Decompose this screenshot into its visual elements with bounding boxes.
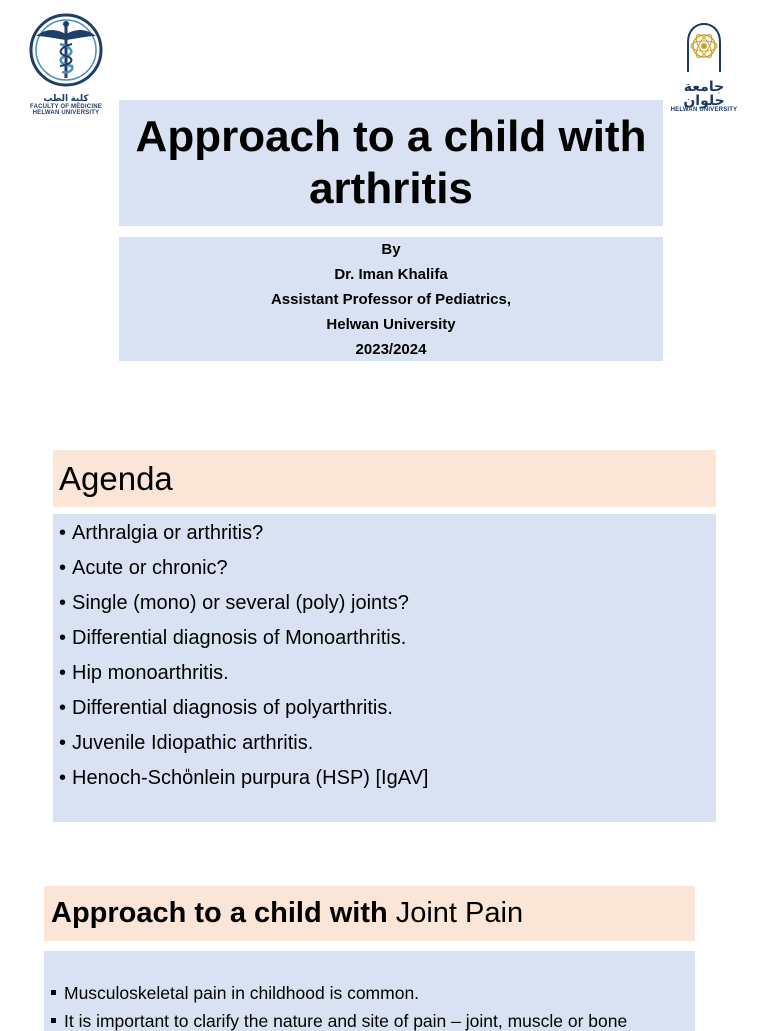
agenda-item-text: Juvenile Idiopathic arthritis. [72,732,314,754]
joint-pain-item-text: Musculoskeletal pain in childhood is common. [64,983,420,1003]
bullet-icon: • [59,522,67,544]
agenda-item-text: Acute or chronic? [72,557,228,579]
author-name: Dr. Iman Khalifa [334,265,448,283]
agenda-item-text: Single (mono) or several (poly) joints? [72,592,409,614]
joint-pain-item-text: It is important to clarify the nature and site of pain – joint, muscle or bone [64,1011,628,1031]
bullet-icon: • [59,592,67,614]
agenda-item-text: Differential diagnosis of Monoarthritis. [72,627,407,649]
presentation-title: Approach to a child with arthritis [135,112,647,213]
agenda-content-box [53,514,716,822]
agenda-item-text: Differential diagnosis of polyarthritis. [72,697,393,719]
logo-arabic-text: جامعة حلوان [683,78,725,108]
bullet-icon: • [59,697,67,719]
logo-arabic-text: كلية الطب [43,93,89,103]
list-item [59,761,716,796]
joint-pain-content-box [44,951,695,1031]
agenda-item-text: Hip monoarthritis. [72,662,229,684]
agenda-heading-box [53,450,716,507]
square-bullet-icon [51,1018,56,1023]
author-institution: Helwan University [326,315,456,333]
logo-line1: HELWAN UNIVERSITY [670,107,738,113]
agenda-item-text: Henoch-Scho̎nlein purpura (HSP) [IgAV] [72,767,429,789]
bullet-icon: • [59,557,67,579]
joint-pain-heading-box [44,886,695,941]
caduceus-icon [22,12,110,88]
bullet-icon: • [59,662,67,684]
agenda-heading: Agenda [59,459,173,497]
bullet-icon: • [59,767,67,789]
bullet-icon: • [59,627,67,649]
bullet-icon: • [59,732,67,754]
atom-emblem-icon [664,20,744,74]
list-item [59,691,716,726]
author-position: Assistant Professor of Pediatrics, [270,290,512,308]
title-box [119,100,663,226]
joint-pain-list [44,951,695,1031]
logo-line2: HELWAN UNIVERSITY [32,110,100,116]
agenda-list [53,514,716,796]
list-item [59,551,716,586]
agenda-item-text: Arthralgia or arthritis? [72,522,264,544]
academic-year: 2023/2024 [355,340,427,358]
list-item [51,979,695,1007]
author-info-box [119,237,663,361]
list-item [51,1007,695,1031]
joint-pain-heading-normal: Joint Pain [395,897,524,929]
helwan-university-logo [664,20,744,113]
list-item [59,726,716,761]
joint-pain-heading-bold: Approach to a child with [51,897,388,929]
square-bullet-icon [51,990,56,995]
list-item [59,656,716,691]
faculty-of-medicine-logo [22,12,110,122]
list-item [59,516,716,551]
list-item [59,621,716,656]
list-item [59,586,716,621]
by-label: By [381,240,401,258]
logo-line1: FACULTY OF MEDICINE [30,104,102,110]
